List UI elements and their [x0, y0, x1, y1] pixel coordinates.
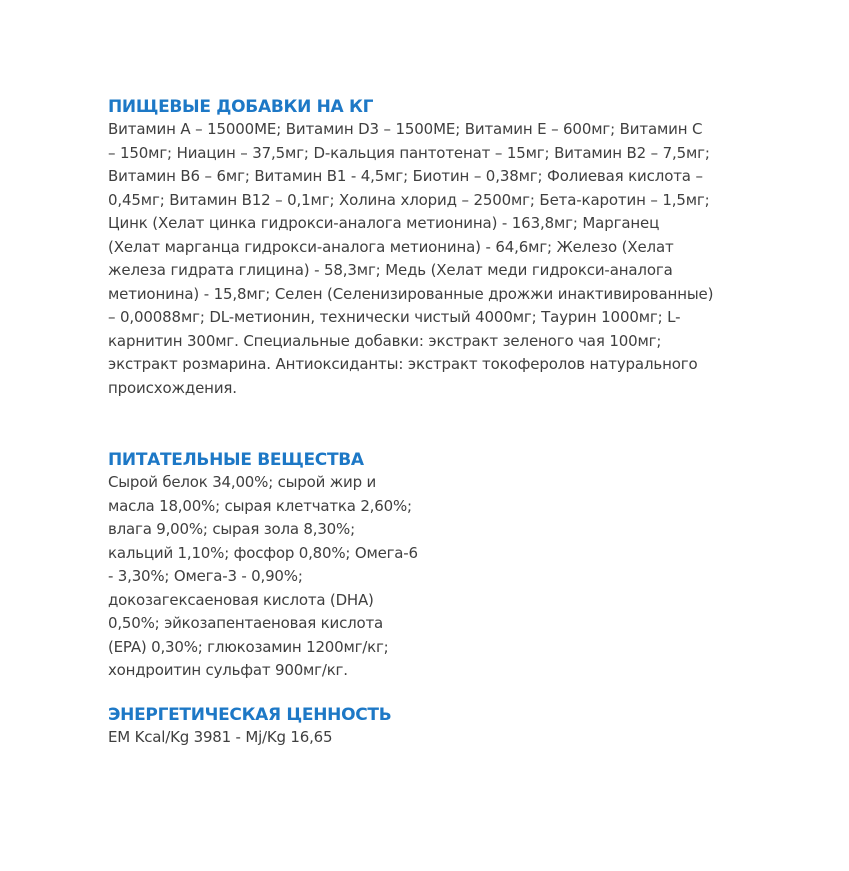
supplements-line: – 0,00088мг; DL-метионин, технически чистый 4000мг; Таурин 1000мг; L-	[108, 308, 681, 326]
nutrients-line: (EPA) 0,30%; глюкозамин 1200мг/кг;	[108, 637, 389, 656]
supplements-line: 0,45мг; Витамин В12 – 0,1мг; Холина хлорид – 2500мг; Бета-каротин – 1,5мг;	[108, 190, 710, 209]
supplements-line: метионина) - 15,8мг; Селен (Селенизированные дрожжи инактивированные)	[108, 284, 714, 303]
supplements-line: Витамин А – 15000МЕ; Витамин D3 – 1500МЕ; Витамин Е – 600мг; Витамин С	[108, 120, 703, 138]
nutrients-line: кальций 1,10%; фосфор 0,80%; Омега-6	[108, 543, 418, 562]
supplements-heading: ПИЩЕВЫЕ ДОБАВКИ НА КГ	[108, 97, 374, 117]
nutrients-line: влага 9,00%; сырая зола 8,30%;	[108, 520, 355, 538]
supplements-line: происхождения.	[108, 378, 237, 397]
supplements-line: карнитин 300мг. Специальные добавки: экстракт зеленого чая 100мг;	[108, 331, 662, 350]
supplements-text	[108, 118, 713, 400]
nutrients-line: - 3,30%; Омега-3 - 0,90%;	[108, 567, 303, 585]
supplements-line: – 150мг; Ниацин – 37,5мг; D-кальция пантотенат – 15мг; Витамин В2 – 7,5мг;	[108, 143, 710, 162]
nutrients-line: докозагексаеновая кислота (DHA)	[108, 590, 374, 609]
energy-text	[108, 726, 391, 750]
nutrients-heading: ПИТАТЕЛЬНЫЕ ВЕЩЕСТВА	[108, 450, 364, 470]
nutrients-line: масла 18,00%; сырая клетчатка 2,60%;	[108, 496, 412, 515]
nutrients-line: Сырой белок 34,00%; сырой жир и	[108, 473, 377, 491]
supplements-line: экстракт розмарина. Антиоксиданты: экстракт токоферолов натурального	[108, 355, 698, 373]
energy-section	[108, 704, 391, 750]
nutrients-text	[108, 471, 418, 683]
energy-heading: ЭНЕРГЕТИЧЕСКАЯ ЦЕННОСТЬ	[108, 705, 392, 725]
supplements-section	[108, 96, 713, 400]
nutrients-line: 0,50%; эйкозапентаеновая кислота	[108, 614, 384, 632]
energy-line: EM Kcal/Kg 3981 - Mj/Kg 16,65	[108, 728, 333, 746]
nutrients-line: хондроитин сульфат 900мг/кг.	[108, 661, 348, 679]
supplements-line: Цинк (Хелат цинка гидрокси-аналога метионина) - 163,8мг; Марганец	[108, 214, 660, 232]
supplements-line: (Хелат марганца гидрокси-аналога метионина) - 64,6мг; Железо (Хелат	[108, 237, 674, 256]
nutrients-section	[108, 449, 418, 683]
supplements-line: железа гидрата глицина) - 58,3мг; Медь (Хелат меди гидрокси-аналога	[108, 261, 673, 279]
supplements-line: Витамин В6 – 6мг; Витамин В1 - 4,5мг; Биотин – 0,38мг; Фолиевая кислота –	[108, 167, 703, 185]
